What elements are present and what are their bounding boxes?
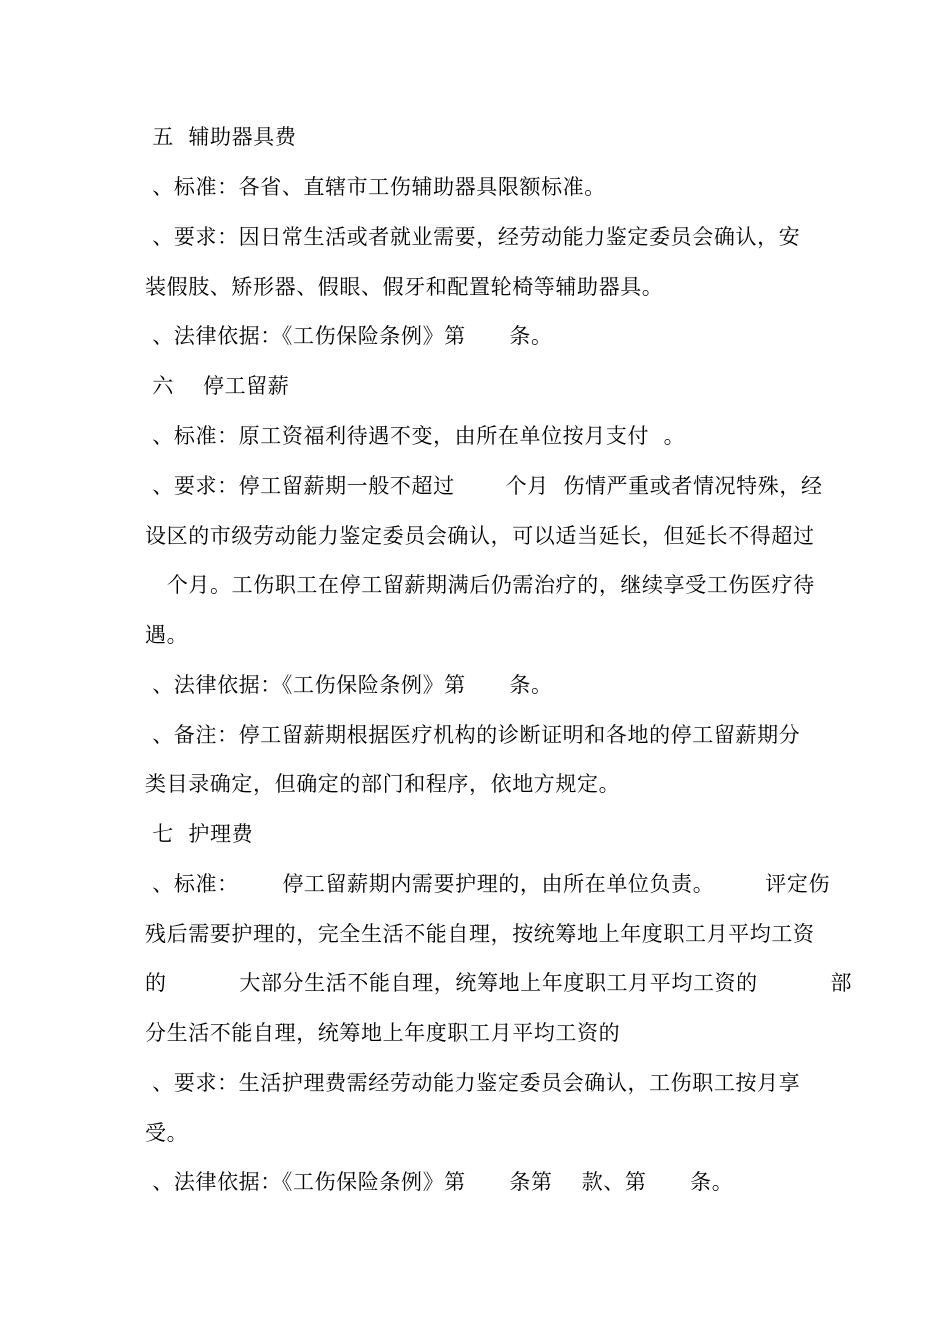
paragraph-line: 残后需要护理的，完全生活不能自理，按统筹地上年度职工月平均工资 [145,922,815,946]
paragraph-line: 、标准：原工资福利待遇不变，由所在单位按月支付 。 [145,424,686,448]
paragraph-line: 、标准：各省、直辖市工伤辅助器具限额标准。 [145,175,606,199]
paragraph-line: 、要求：停工留薪期一般不超过 个月 伤情严重或者情况特殊，经 [145,474,823,498]
paragraph-line: 分生活不能自理，统筹地上年度职工月平均工资的 [145,1021,621,1045]
paragraph-line: 、法律依据：《工伤保险条例》第 条。 [145,673,553,697]
paragraph-line: 受。 [145,1121,189,1145]
paragraph-line: 的 大部分生活不能自理，统筹地上年度职工月平均工资的 部 [145,971,853,995]
paragraph-line: 、法律依据：《工伤保险条例》第 条。 [145,324,553,348]
paragraph-line: 、要求：生活护理费需经劳动能力鉴定委员会确认，工伤职工按月享 [145,1071,801,1095]
section-heading-assistive-devices: 五 辅助器具费 [145,125,297,149]
paragraph-line: 、备注：停工留薪期根据医疗机构的诊断证明和各地的停工留薪期分 [145,723,801,747]
paragraph-line: 遇。 [145,623,189,647]
paragraph-line: 个月。工伤职工在停工留薪期满后仍需治疗的，继续享受工伤医疗待 [145,573,815,597]
paragraph-line: 类目录确定，但确定的部门和程序，依地方规定。 [145,772,621,796]
paragraph-line: 设区的市级劳动能力鉴定委员会确认，可以适当延长，但延长不得超过 [145,524,815,548]
paragraph-line: 装假肢、矫形器、假眼、假牙和配置轮椅等辅助器具。 [145,275,664,299]
section-heading-work-suspension: 六 停工留薪 [145,374,290,398]
section-heading-nursing-fee: 七 护理费 [145,822,254,846]
paragraph-line: 、法律依据：《工伤保险条例》第 条第 款、第 条。 [145,1170,734,1194]
paragraph-line: 、标准： 停工留薪期内需要护理的，由所在单位负责。 评定伤 [145,872,831,896]
paragraph-line: 、要求：因日常生活或者就业需要，经劳动能力鉴定委员会确认，安 [145,225,801,249]
